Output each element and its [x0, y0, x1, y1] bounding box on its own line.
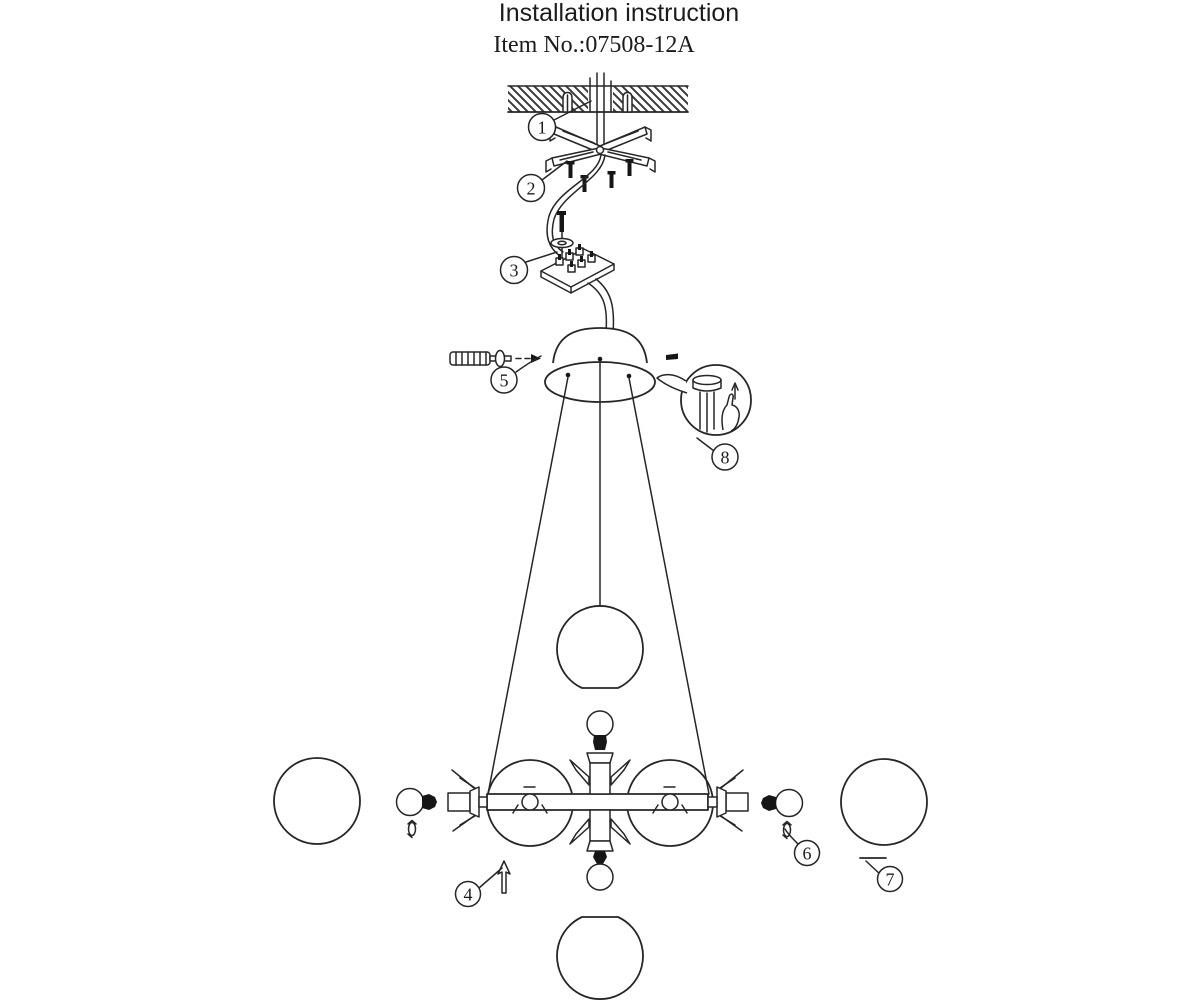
step-5-label: 5: [499, 370, 509, 391]
step-1-label: 1: [537, 117, 547, 138]
step-4-label: 4: [463, 884, 473, 905]
step-3-label: 3: [509, 260, 519, 281]
ceiling-anchor-right: [623, 93, 632, 113]
ceiling-anchor-left: [563, 93, 572, 113]
page-title: Installation instruction: [498, 0, 740, 27]
washer: [551, 239, 573, 248]
item-number: Item No.:07508-12A: [493, 32, 695, 58]
step-6-label: 6: [802, 843, 812, 864]
step-7-label: 7: [885, 869, 895, 890]
glass-globe-middle: [557, 606, 643, 688]
step-2-label: 2: [526, 178, 536, 199]
step-8-label: 8: [720, 447, 730, 468]
